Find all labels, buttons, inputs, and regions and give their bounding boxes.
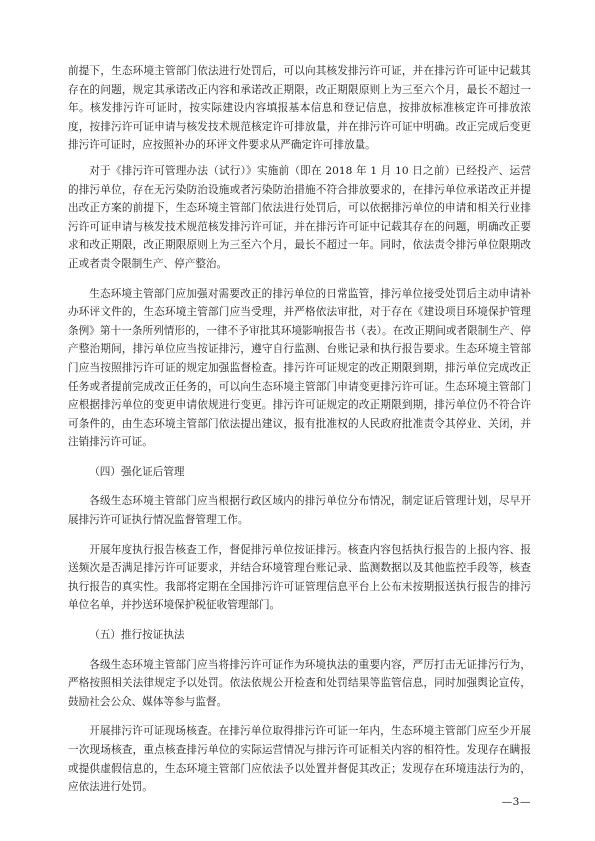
section-post-permit-management xyxy=(68,463,531,615)
section-permit-enforcement xyxy=(68,626,531,797)
page-number: —3— xyxy=(501,796,531,808)
paragraph-annual-report-check: 开展年度执行报告核查工作，督促排污单位按证排污。核查内容包括执行报告的上报内容、报送频次是否满足排污许可证要求，并结合环境管理台账记录、监测数据以及其他监控手段等，核查执行报告的真实性。我部将定期在全国排污许可证管理信息平台上公布未按期报送执行报告的排污单位名单，并抄送环境保护税征收管理部门。 xyxy=(68,543,531,612)
section-heading-4: （四）强化证后管理 xyxy=(89,465,185,478)
paragraph-continuation: 前提下，生态环境主管部门依法进行处罚后，可以向其核发排污许可证，并在排污许可证中记载其存在的问题，规定其承诺改正内容和承诺改正期限，改正期限原则上为三至六个月，最长不超过一年。核发排污许可证时，按实际建设内容填报基本信息和登记信息，按排放标准核定许可排放浓度，按排污许可证申请与核发技术规范核定许可排放量，并在排污许可证中明确。改正完成后变更排污许可证时，应按照补办的环评文件要求从严确定许可排放量。 xyxy=(68,65,531,152)
paragraph-field-check: 开展排污许可证现场核查。在排污单位取得排污许可证一年内，生态环境主管部门应至少开展一次现场核查，重点核查排污单位的实际运营情况与排污许可证相关内容的相符性。发现存在瞒报或提供虚假信息的，生态环境主管部门应依法予以处置并督促其改正；发现存在环境违法行为的，应依法进行处罚。 xyxy=(68,725,531,794)
paragraph-enforcement: 各级生态环境主管部门应当将排污许可证作为环境执法的重要内容，严厉打击无证排污行为，严格按照相关法律规定予以处罚。依法依规公开检查和处罚结果等监管信息，同时加强舆论宣传，鼓励社会公众、媒体等参与监督。 xyxy=(68,658,531,708)
paragraph-daily-supervision: 生态环境主管部门应加强对需要改正的排污单位的日常监管，排污单位接受处罚后主动申请补办环评文件的，生态环境主管部门应当受理，并严格依法审批，对于存在《建设项目环境保护管理条例》第十一条所列情形的，一律不予审批其环境影响报告书（表）。在改正期间或者限制生产、停产整治期间，排污单位应当按证排污，遵守自行监测、台账记录和执行报告要求。生态环境主管部门应当按照排污许可证的规定加强监督检查。排污许可证规定的改正期限到期，排污单位完成改正任务或者提前完成改正任务的，可以向生态环境主管部门申请变更排污许可证。生态环境主管部门应根据排污单位的变更申请依规进行变更。排污许可证规定的改正期限到期，排污单位仍不符合许可条件的，由生态环境主管部门依法提出建议，报有批准权的人民政府批准责令其停业、关闭，并注销排污许可证。 xyxy=(68,287,531,449)
section-heading-5: （五）推行按证执法 xyxy=(89,629,185,642)
paragraph-management-plan: 各级生态环境主管部门应当根据行政区域内的排污单位分布情况，制定证后管理计划，尽早开展排污许可证执行情况监督管理工作。 xyxy=(68,495,531,527)
paragraph-pre-2018-units: 对于《排污许可管理办法（试行）》实施前（即在 2018 年 1 月 10 日之前）已经投产、运营的排污单位，存在无污染防治设施或者污染防治措施不符合排放要求的，在排污单位承诺改正并提出改正方案的前提下，生态环境主管部门依法进行处罚后，可以依据排污单位的申请和相关行业排污许可证申请与核发技术规范核发排污许可证，并在排污许可证中记载其存在的问题，明确改正要求和改正期限，改正期限原则上为三至六个月，最长不超过一年。同时，依法责令排污单位限期改正或者责令限制生产、停产整治。 xyxy=(68,164,531,270)
